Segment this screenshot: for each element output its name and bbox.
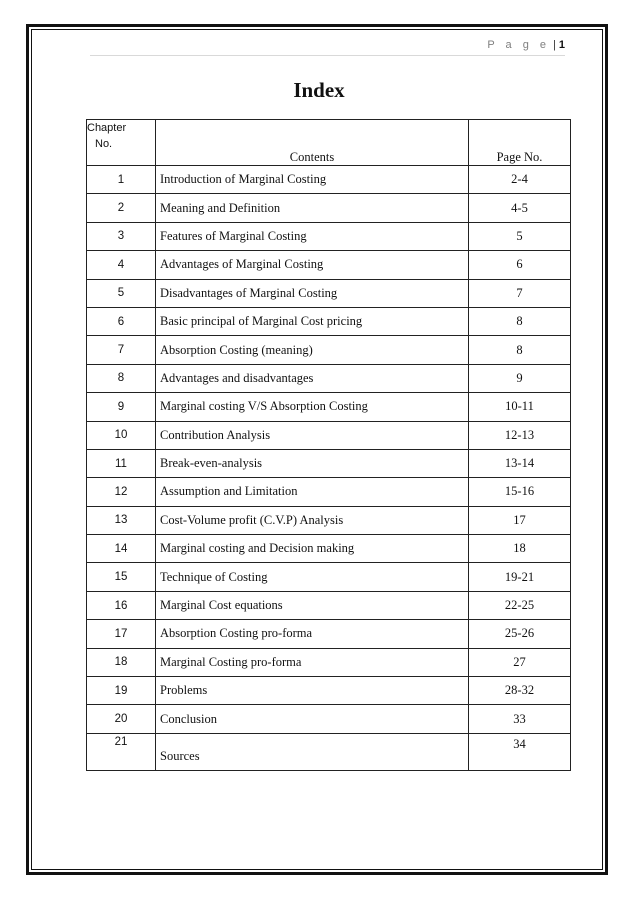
chapter-title: Marginal costing and Decision making xyxy=(156,535,469,563)
chapter-title: Advantages and disadvantages xyxy=(156,364,469,392)
table-row xyxy=(87,563,571,591)
chapter-no: 12 xyxy=(87,478,156,506)
chapter-title: Absorption Costing pro-forma xyxy=(156,620,469,648)
table-row xyxy=(87,733,571,770)
page-range: 12-13 xyxy=(469,421,571,449)
page-range: 27 xyxy=(469,648,571,676)
chapter-no: 1 xyxy=(87,166,156,194)
chapter-title: Disadvantages of Marginal Costing xyxy=(156,279,469,307)
table-row xyxy=(87,705,571,733)
table-row xyxy=(87,364,571,392)
page-range: 17 xyxy=(469,506,571,534)
table-row xyxy=(87,535,571,563)
table-row xyxy=(87,478,571,506)
chapter-no: 9 xyxy=(87,393,156,421)
table-row xyxy=(87,279,571,307)
table-row xyxy=(87,194,571,222)
page-range: 28-32 xyxy=(469,677,571,705)
page-range: 9 xyxy=(469,364,571,392)
table-row xyxy=(87,620,571,648)
header-chapter-line2: No. xyxy=(95,138,113,150)
header-separator: | xyxy=(553,39,556,51)
table-row xyxy=(87,591,571,619)
chapter-title: Contribution Analysis xyxy=(156,421,469,449)
table-body xyxy=(87,166,571,771)
chapter-title: Marginal Cost equations xyxy=(156,591,469,619)
chapter-title: Marginal Costing pro-forma xyxy=(156,648,469,676)
chapter-no: 20 xyxy=(87,705,156,733)
chapter-title: Advantages of Marginal Costing xyxy=(156,251,469,279)
table-row xyxy=(87,251,571,279)
page-range: 22-25 xyxy=(469,591,571,619)
page-range: 6 xyxy=(469,251,571,279)
header-chapter-line1: Chapter xyxy=(87,122,127,134)
chapter-title: Introduction of Marginal Costing xyxy=(156,166,469,194)
chapter-no: 4 xyxy=(87,251,156,279)
index-table xyxy=(86,119,571,771)
chapter-no: 21 xyxy=(87,733,156,770)
chapter-title: Cost-Volume profit (C.V.P) Analysis xyxy=(156,506,469,534)
table-row xyxy=(87,506,571,534)
page-range: 25-26 xyxy=(469,620,571,648)
page-range: 8 xyxy=(469,307,571,335)
chapter-title: Basic principal of Marginal Cost pricing xyxy=(156,307,469,335)
page-range: 4-5 xyxy=(469,194,571,222)
table-header-row xyxy=(87,120,571,166)
chapter-no: 11 xyxy=(87,449,156,477)
table-row xyxy=(87,449,571,477)
chapter-no: 18 xyxy=(87,648,156,676)
page-range: 7 xyxy=(469,279,571,307)
chapter-title: Break-even-analysis xyxy=(156,449,469,477)
header-page-no: Page No. xyxy=(469,120,571,166)
table-row xyxy=(87,393,571,421)
page-header xyxy=(90,37,565,56)
chapter-no: 15 xyxy=(87,563,156,591)
chapter-title: Marginal costing V/S Absorption Costing xyxy=(156,393,469,421)
page-range: 10-11 xyxy=(469,393,571,421)
chapter-no: 16 xyxy=(87,591,156,619)
table-row xyxy=(87,336,571,364)
page-number: 1 xyxy=(558,39,565,51)
page-range: 8 xyxy=(469,336,571,364)
page-range: 2-4 xyxy=(469,166,571,194)
page-range: 5 xyxy=(469,222,571,250)
chapter-no: 8 xyxy=(87,364,156,392)
header-contents: Contents xyxy=(156,120,469,166)
table-row xyxy=(87,222,571,250)
page-title: Index xyxy=(293,78,345,102)
chapter-title: Sources xyxy=(156,733,469,770)
page-label: P a g e xyxy=(487,39,551,51)
chapter-no: 17 xyxy=(87,620,156,648)
chapter-title: Features of Marginal Costing xyxy=(156,222,469,250)
page-range: 18 xyxy=(469,535,571,563)
chapter-title: Absorption Costing (meaning) xyxy=(156,336,469,364)
chapter-title: Assumption and Limitation xyxy=(156,478,469,506)
chapter-title: Meaning and Definition xyxy=(156,194,469,222)
chapter-no: 2 xyxy=(87,194,156,222)
chapter-no: 6 xyxy=(87,307,156,335)
page-range: 15-16 xyxy=(469,478,571,506)
page-range: 34 xyxy=(469,733,571,770)
chapter-title: Technique of Costing xyxy=(156,563,469,591)
chapter-no: 5 xyxy=(87,279,156,307)
chapter-title: Conclusion xyxy=(156,705,469,733)
chapter-no: 19 xyxy=(87,677,156,705)
chapter-no: 10 xyxy=(87,421,156,449)
chapter-no: 7 xyxy=(87,336,156,364)
page-range: 33 xyxy=(469,705,571,733)
page-range: 13-14 xyxy=(469,449,571,477)
page-range: 19-21 xyxy=(469,563,571,591)
table-row xyxy=(87,166,571,194)
table-row xyxy=(87,421,571,449)
table-row xyxy=(87,648,571,676)
chapter-no: 3 xyxy=(87,222,156,250)
header-chapter-no xyxy=(87,120,156,166)
table-row xyxy=(87,677,571,705)
chapter-no: 13 xyxy=(87,506,156,534)
chapter-no: 14 xyxy=(87,535,156,563)
chapter-title: Problems xyxy=(156,677,469,705)
table-row xyxy=(87,307,571,335)
